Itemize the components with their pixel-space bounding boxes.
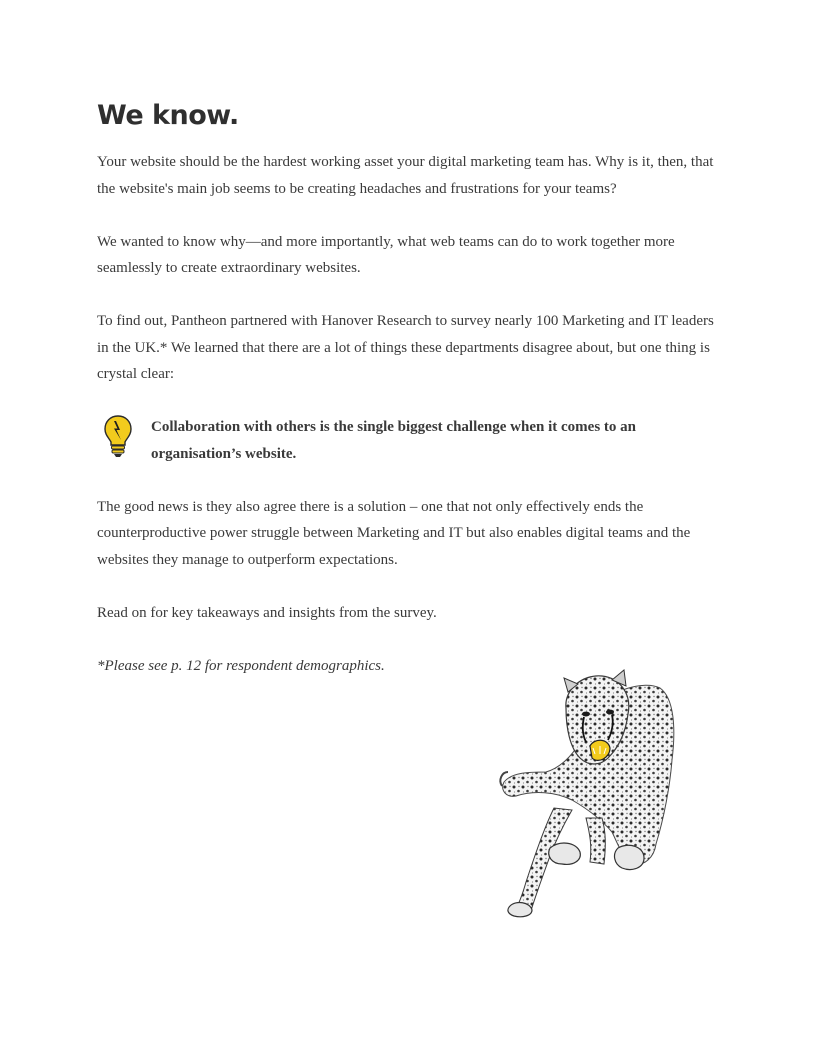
read-on-paragraph: Read on for key takeaways and insights from the survey. <box>97 604 437 621</box>
page-title: We know. <box>97 100 239 131</box>
document-page <box>97 100 725 679</box>
survey-paragraph: To find out, Pantheon partnered with Hanover Research to survey nearly 100 Marketing and IT leaders in the UK.* We learned that there are a lot of things these departments disagree about, but one thing is crystal clear: <box>97 313 714 382</box>
key-finding-text: Collaboration with others is the single biggest challenge when it comes to an organisation’s website. <box>151 419 636 462</box>
key-finding-callout <box>97 414 725 467</box>
intro-paragraph: Your website should be the hardest working asset your digital marketing team has. Why is it, then, that the website's main job seems to be creating headaches and frustrations for your teams? <box>97 154 714 197</box>
cheetah-illustration <box>494 668 680 918</box>
footnote: *Please see p. 12 for respondent demographics. <box>97 657 385 674</box>
purpose-paragraph: We wanted to know why—and more importantly, what web teams can do to work together more seamlessly to create extraordinary websites. <box>97 233 675 276</box>
solution-paragraph: The good news is they also agree there is a solution – one that not only effectively ends the counterproductive power struggle between Marketing and IT but also enables digital teams and the websites they manage to outperform expectations. <box>97 498 691 568</box>
lightbulb-bolt-icon <box>103 414 133 458</box>
